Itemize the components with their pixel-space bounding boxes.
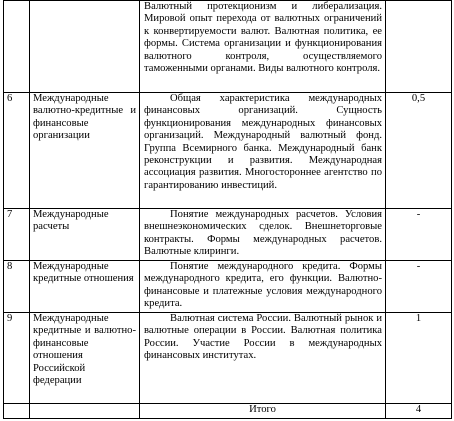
total-hours: 4 [386,404,452,419]
table-row [4,313,452,404]
syllabus-table [3,0,452,419]
empty-cell [4,404,30,419]
topic-cell: Международные расчеты [30,209,140,261]
hours-cell [386,1,452,93]
content-text: Валютный протекционизм и либерализация. Мировой опыт перехода от валютных ограничений к конвертируемости валют. Валютная политика, ее формы. Система организации и функционирования валютного контроля, осуществляемого таможенными органами. Виды валютного контроля. [144,1,382,75]
content-cell [140,1,386,93]
content-cell [140,93,386,209]
content-text: Понятие международного кредита. Формы международного кредита, его функции. Валютно-финансовые и платежные условия международного кредита. [144,261,382,310]
topic-cell [30,1,140,93]
row-number: 9 [4,313,30,404]
row-number: 6 [4,93,30,209]
table-row [4,209,452,261]
content-text: Общая характеристика международных финансовых организаций. Сущность функционирования международных финансовых организаций. Международный валютный фонд. Группа Всемирного банка. Международный банк реконструкции и развития. Международная ассоциация развития. Многостороннее агентство по гарантированию инвестиций. [144,93,382,191]
topic-cell: Международные валютно-кредитные и финансовые организации [30,93,140,209]
hours-cell: - [386,261,452,313]
table-row [4,93,452,209]
content-text: Понятие международных расчетов. Условия внешнеэкономических сделок. Внешнеторговые контракты. Формы международных расчетов. Валютные клиринги. [144,209,382,258]
content-cell [140,261,386,313]
table-row [4,261,452,313]
empty-cell [30,404,140,419]
table-row [4,1,452,93]
total-label: Итого [140,404,386,419]
content-cell [140,209,386,261]
total-row [4,404,452,419]
row-number: 8 [4,261,30,313]
row-number: 7 [4,209,30,261]
row-number [4,1,30,93]
content-cell [140,313,386,404]
hours-cell: - [386,209,452,261]
hours-cell: 0,5 [386,93,452,209]
content-text: Валютная система России. Валютный рынок и валютные операции в России. Валютная политика России. Участие России в международных финансовых институтах. [144,313,382,362]
topic-cell: Международные кредитные и валютно-финансовые отношения Российской федерации [30,313,140,404]
hours-cell: 1 [386,313,452,404]
topic-cell: Международные кредитные отношения [30,261,140,313]
